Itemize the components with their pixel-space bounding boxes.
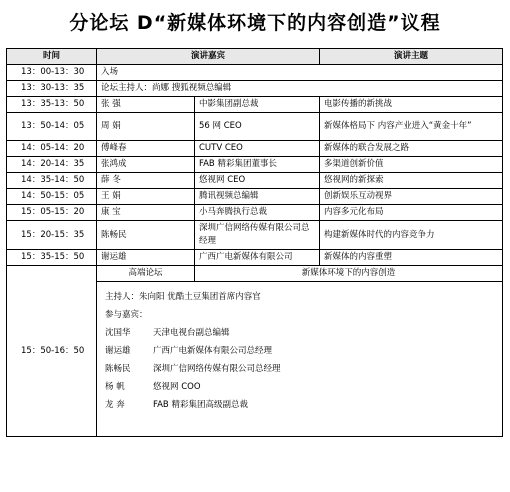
topic-cell: 内容多元化布局 — [320, 205, 503, 221]
speaker-title: FAB 精彩集团董事长 — [195, 157, 320, 173]
time-cell: 13：30-13：35 — [7, 81, 97, 97]
time-cell: 15：20-15：35 — [7, 221, 97, 250]
topic-cell: 悠视网的新探索 — [320, 173, 503, 189]
speaker-name: 谢运雄 — [97, 250, 195, 266]
guest-title: 天津电视台副总编辑 — [153, 328, 230, 338]
page-title: 分论坛 D“新媒体环境下的内容创造”议程 — [69, 12, 441, 34]
table-row — [7, 250, 503, 266]
speaker-title: 广西广电新媒体有限公司 — [195, 250, 320, 266]
time-cell: 14：35-14：50 — [7, 173, 97, 189]
time-cell: 15：05-15：20 — [7, 205, 97, 221]
guest-name: 龙 奔 — [105, 400, 125, 410]
speaker-title: 56 网 CEO — [195, 113, 320, 141]
topic-cell: 新媒体的联合发展之路 — [320, 141, 503, 157]
speaker-name: 陈畅民 — [97, 221, 195, 250]
guest-title: FAB 精彩集团高级副总裁 — [153, 400, 248, 410]
table-row — [7, 157, 503, 173]
forum-guest — [105, 396, 498, 414]
session-cell: 入场 — [97, 65, 503, 81]
guest-name: 陈畅民 — [105, 364, 131, 374]
speaker-name: 薛 冬 — [97, 173, 195, 189]
speaker-name: 张鸿成 — [97, 157, 195, 173]
topic-cell: 多渠道创新价值 — [320, 157, 503, 173]
forum-guest — [105, 324, 498, 342]
speaker-title: 深圳广信网络传媒有限公司总经理 — [195, 221, 320, 250]
guest-title: 悠视网 COO — [153, 382, 201, 392]
forum-time-cell: 15：50-16：50 — [7, 266, 97, 437]
table-row — [7, 113, 503, 141]
speaker-title: 腾讯视频总编辑 — [195, 189, 320, 205]
forum-topic: 新媒体环境下的内容创造 — [195, 266, 503, 282]
time-cell: 14：50-15：05 — [7, 189, 97, 205]
time-cell: 13：50-14：05 — [7, 113, 97, 141]
header-topic: 演讲主题 — [320, 49, 503, 65]
speaker-name: 王 娟 — [97, 189, 195, 205]
speaker-title: CUTV CEO — [195, 141, 320, 157]
header-speaker: 演讲嘉宾 — [97, 49, 320, 65]
table-row — [7, 81, 503, 97]
header-row — [7, 49, 503, 65]
topic-cell: 创新娱乐互动视界 — [320, 189, 503, 205]
table-row — [7, 141, 503, 157]
time-cell: 14：05-14：20 — [7, 141, 97, 157]
guest-name: 谢运雄 — [105, 346, 131, 356]
guest-title: 广西广电新媒体有限公司总经理 — [153, 346, 273, 356]
guest-name: 杨 帆 — [105, 382, 125, 392]
speaker-name: 张 强 — [97, 97, 195, 113]
forum-guest — [105, 342, 498, 360]
time-cell: 13：35-13：50 — [7, 97, 97, 113]
speaker-name: 傅峰春 — [97, 141, 195, 157]
forum-guests-label: 参与嘉宾： — [105, 310, 148, 320]
topic-cell: 新媒体格局下 内容产业进入“黄金十年” — [320, 113, 503, 141]
agenda-table — [6, 48, 503, 437]
forum-guest — [105, 360, 498, 378]
time-cell: 13：00-13：30 — [7, 65, 97, 81]
table-row — [7, 97, 503, 113]
speaker-title: 小马奔腾执行总裁 — [195, 205, 320, 221]
forum-guest — [105, 378, 498, 396]
forum-body — [97, 282, 503, 437]
table-row — [7, 189, 503, 205]
header-time: 时间 — [7, 49, 97, 65]
forum-host: 主持人：朱向阳 优酷土豆集团首席内容官 — [105, 292, 261, 302]
time-cell: 15：35-15：50 — [7, 250, 97, 266]
speaker-title: 中影集团副总裁 — [195, 97, 320, 113]
table-row — [7, 205, 503, 221]
topic-cell: 新媒体的内容重塑 — [320, 250, 503, 266]
forum-label: 高端论坛 — [97, 266, 195, 282]
guest-name: 沈国华 — [105, 328, 131, 338]
topic-cell: 构建新媒体时代的内容竞争力 — [320, 221, 503, 250]
speaker-name: 康 宝 — [97, 205, 195, 221]
forum-header-row — [7, 266, 503, 282]
session-cell: 论坛主持人：尚娜 搜狐视频总编辑 — [97, 81, 503, 97]
time-cell: 14：20-14：35 — [7, 157, 97, 173]
speaker-title: 悠视网 CEO — [195, 173, 320, 189]
table-row — [7, 221, 503, 250]
speaker-name: 周 娟 — [97, 113, 195, 141]
table-row — [7, 65, 503, 81]
topic-cell: 电影传播的新挑战 — [320, 97, 503, 113]
table-row — [7, 173, 503, 189]
guest-title: 深圳广信网络传媒有限公司总经理 — [153, 364, 281, 374]
